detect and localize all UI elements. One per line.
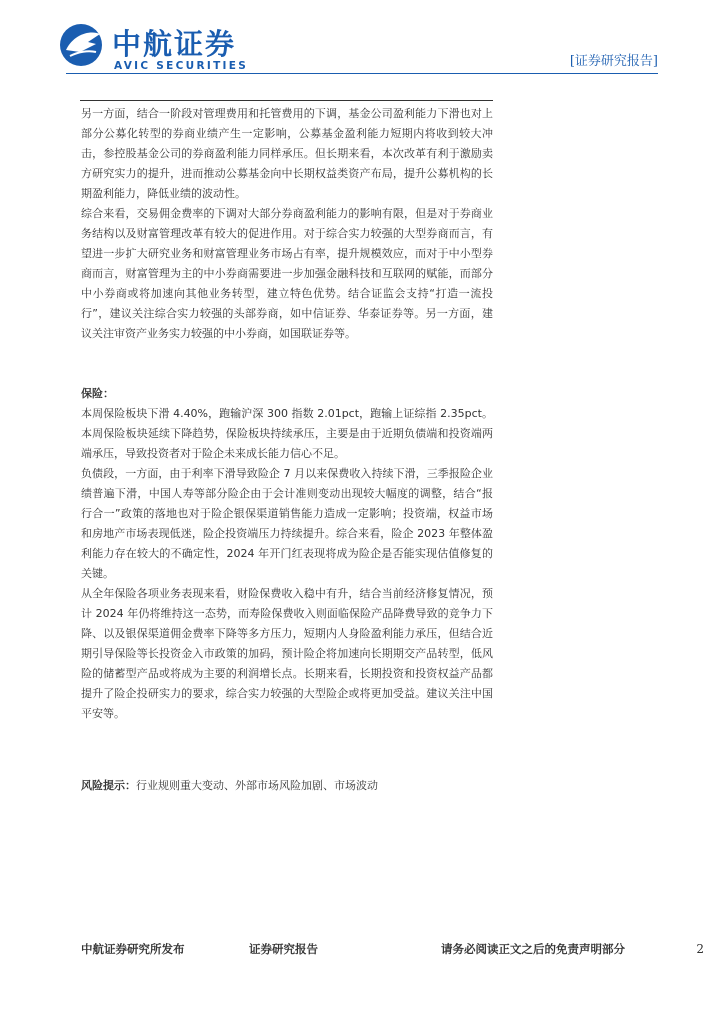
footer-disclaimer: 请务必阅读正文之后的免责声明部分 — [441, 942, 625, 956]
avic-logo-icon — [58, 22, 104, 68]
brokerage-paragraph-1: 另一方面，结合一阶段对管理费用和托管费用的下调，基金公司盈利能力下滑也对上部分公募化转型的券商业绩产生一定影响，公募基金盈利能力短期内将收到较大冲击，参控股基金公司的券商盈利能力同样承压。但长期来看，本次改革有利于激励卖方研究实力的提升，进而推动公募基金向中长期权益类资产布局，提升公募机构的长期盈利能力，降低业绩的波动性。 — [81, 107, 493, 200]
content-top-divider — [80, 100, 493, 101]
risk-warning-text: 行业规则重大变动、外部市场风险加剧、市场波动 — [136, 779, 378, 792]
report-body — [81, 104, 493, 796]
header-divider — [66, 73, 658, 74]
report-type-tag: [证券研究报告] — [569, 54, 658, 69]
footer-doc-type: 证券研究报告 — [249, 942, 318, 956]
logo-en-text: AVIC SECURITIES — [114, 60, 249, 72]
footer-publisher: 中航证券研究所发布 — [81, 942, 185, 956]
section-gap — [81, 344, 493, 384]
insurance-paragraph-1: 本周保险板块下滑 4.40%，跑输沪深 300 指数 2.01pct，跑输上证综指 2.35pct。本周保险板块延续下降趋势，保险板块持续承压，主要是由于近期负债端和投资端两端承压，导致投资者对于险企未来成长能力信心不足。 — [81, 407, 493, 460]
insurance-section-title: 保险： — [81, 387, 114, 400]
section-gap — [81, 724, 493, 776]
risk-warning-label: 风险提示： — [81, 779, 136, 792]
insurance-paragraph-2: 负债段，一方面，由于利率下滑导致险企 7 月以来保费收入持续下滑，三季报险企业绩普遍下滑，中国人寿等部分险企由于会计准则变动出现较大幅度的调整，结合“报行合一”政策的落地也对于险企银保渠道销售能力造成一定影响；投资端，权益市场和房地产市场表现低迷，险企投资端压力持续提升。综合来看，险企 2023 年整体盈利能力存在较大的不确定性，2024 年开门红表现将成为险企是否能实现估值修复的关键。 — [81, 467, 493, 580]
logo-cn-text: 中航证券 — [112, 27, 237, 61]
brokerage-paragraph-2: 综合来看，交易佣金费率的下调对大部分券商盈利能力的影响有限，但是对于券商业务结构以及财富管理改革有较大的促进作用。对于综合实力较强的大型券商而言，有望进一步扩大研究业务和财富管理业务市场占有率，提升规模效应，而对于中小型券商而言，财富管理为主的中小券商需要进一步加强金融科技和互联网的赋能，而部分中小券商或将加速向其他业务转型，建立特色优势。结合证监会支持“打造一流投行”，建议关注综合实力较强的头部券商，如中信证券、华泰证券等。另一方面，建议关注审资产业务实力较强的中小券商，如国联证券等。 — [81, 207, 493, 340]
company-logo — [58, 22, 248, 74]
risk-warning — [81, 776, 493, 796]
insurance-paragraph-3: 从全年保险各项业务表现来看，财险保费收入稳中有升，结合当前经济修复情况，预计 2024 年仍将维持这一态势，而寿险保费收入则面临保险产品降费导致的竞争力下降、以及银保渠道佣金费率下降等多方压力，短期内人身险盈利能力承压，但结合近期引导保险等长投资金入市政策的加码，预计险企将加速向长期期交产品转型，低风险的储蓄型产品或将成为主要的利润增长点。长期来看，长期投资和投资权益产品都提升了险企投研实力的要求，综合实力较强的大型险企或将更加受益。建议关注中国平安等。 — [81, 587, 493, 720]
page-number: 2 — [696, 942, 704, 956]
